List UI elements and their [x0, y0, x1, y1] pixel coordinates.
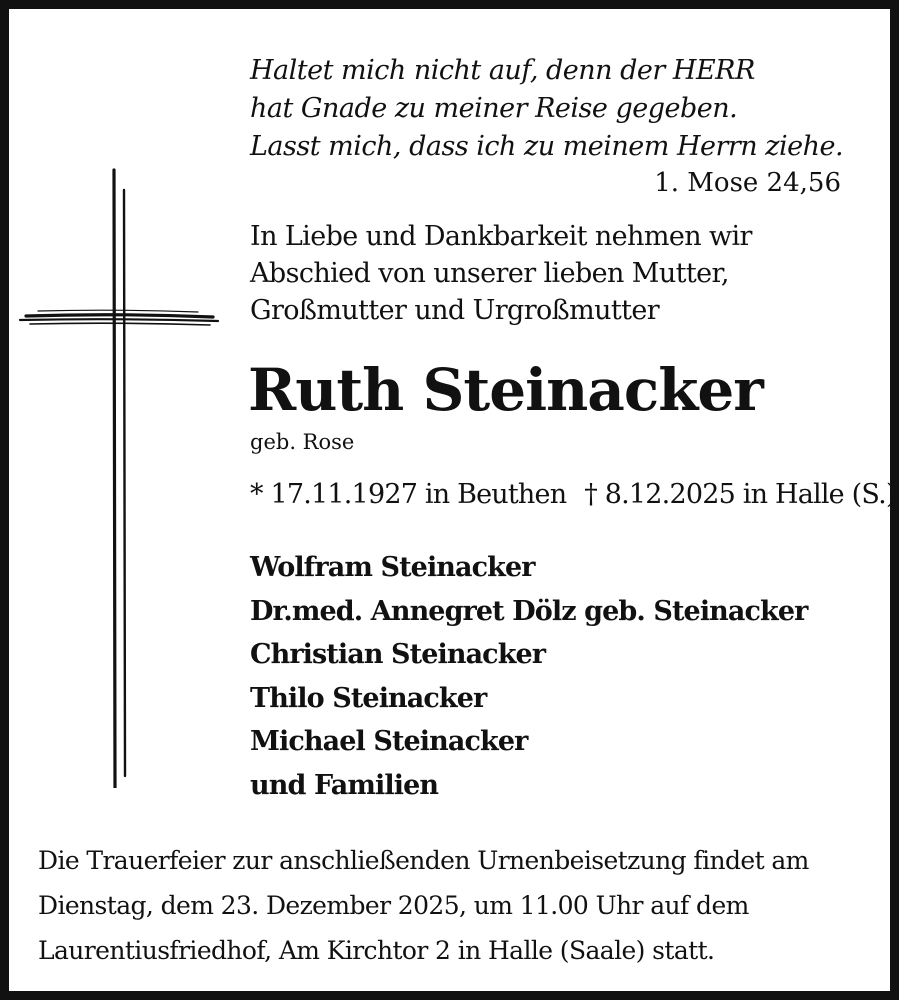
intro-line: In Liebe und Dankbarkeit nehmen wir: [250, 221, 752, 252]
service-line: Die Trauerfeier zur anschließenden Urnenbeisetzung findet am: [38, 846, 809, 875]
mourner-name: Michael Steinacker: [250, 726, 528, 757]
service-details: [38, 838, 809, 973]
intro-text: [250, 218, 752, 329]
service-line: Laurentiusfriedhof, Am Kirchtor 2 in Halle (Saale) statt.: [38, 936, 715, 965]
mourner-name: und Familien: [250, 769, 439, 801]
verse-source: 1. Mose 24,56: [654, 168, 841, 198]
mourner-name: Thilo Steinacker: [250, 682, 487, 714]
verse-line: Lasst mich, dass ich zu meinem Herrn ziehe.: [250, 131, 844, 162]
verse-line: Haltet mich nicht auf, denn der HERR: [250, 55, 755, 86]
mourner-name: Wolfram Steinacker: [250, 552, 535, 583]
verse-line: hat Gnade zu meiner Reise gegeben.: [250, 93, 738, 124]
service-line: Dienstag, dem 23. Dezember 2025, um 11.00 Uhr auf dem: [38, 891, 749, 920]
intro-line: Großmutter und Urgroßmutter: [250, 295, 660, 326]
intro-line: Abschied von unserer lieben Mutter,: [250, 258, 729, 289]
mourner-name: Christian Steinacker: [250, 639, 546, 670]
cross-icon: [18, 168, 223, 788]
maiden-name: geb. Rose: [250, 430, 355, 454]
deceased-name: Ruth Steinacker: [248, 356, 763, 424]
birth-date: * 17.11.1927 in Beuthen: [250, 479, 567, 510]
death-date: † 8.12.2025 in Halle (S.): [584, 479, 896, 510]
mourners-list: [250, 546, 807, 807]
life-dates: [250, 476, 896, 514]
mourner-name: Dr.med. Annegret Dölz geb. Steinacker: [250, 595, 808, 627]
bible-verse: [250, 52, 843, 166]
